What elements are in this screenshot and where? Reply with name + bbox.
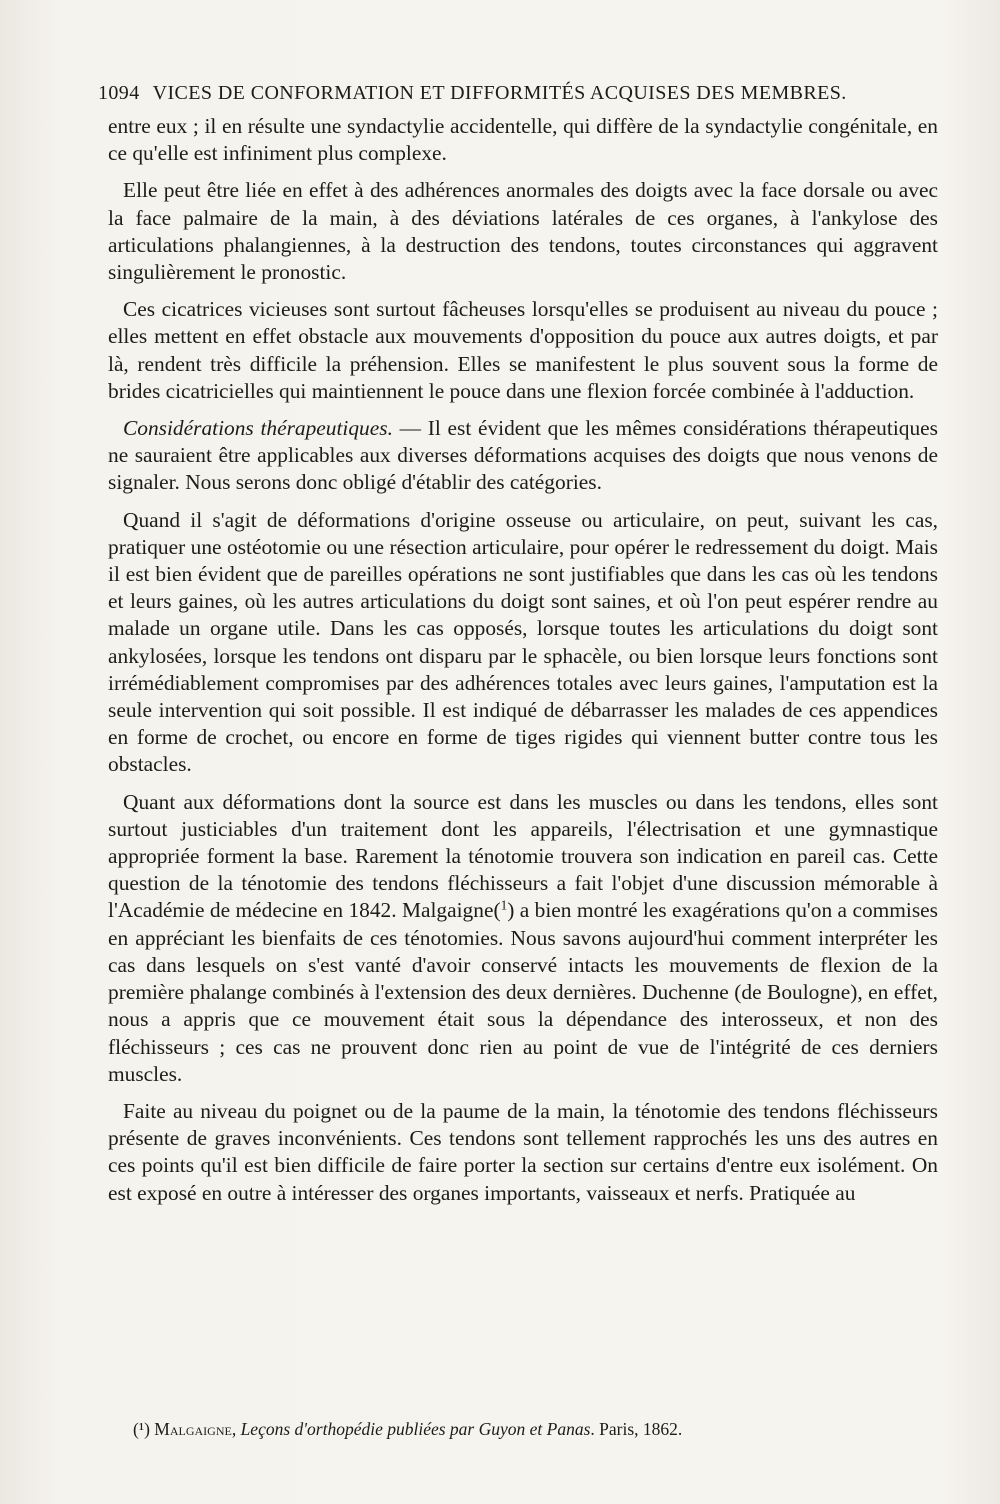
section-lead: Considérations thérapeutiques. (123, 416, 393, 441)
paragraph: Faite au niveau du poignet ou de la paume de la main, la ténotomie des tendons fléchisseurs présente de graves inconvénients. Ces tendons sont tellement rapprochés les uns des autres en ces points qu'il est bien difficile de faire porter la section sur certains d'entre eux isolément. On est exposé en outre à intéresser des organes importants, vaisseaux et nerfs. Pratiquée au (108, 1098, 938, 1205)
footnote: (¹) Malgaigne, Leçons d'orthopédie publiées par Guyon et Panas. Paris, 1862. (133, 1419, 683, 1439)
paragraph: Ces cicatrices vicieuses sont surtout fâcheuses lorsqu'elles se produisent au niveau du pouce ; elles mettent en effet obstacle aux mouvements d'opposition du pouce aux autres doigts, et par là, rendent très difficile la préhension. Elles se manifestent le plus souvent sous la forme de brides cicatricielles qui maintiennent le pouce dans une flexion forcée combinée à l'adduction. (108, 297, 938, 403)
footnote-reference[interactable]: 1 (500, 898, 508, 914)
paragraph-with-footnote-ref (108, 789, 938, 1088)
footnote-imprint: . Paris, 1862. (590, 1419, 683, 1439)
body-text (108, 113, 938, 1207)
paragraph-text: ) a bien montré les exagérations qu'on a commises en appréciant les bienfaits de ces ténotomies. Nous savons aujourd'hui comment interpréter les cas dans lesquels on s'est vanté d'avoir conservé intacts les mouvements de flexion de la première phalange combinés à l'extension des deux dernières. Duchenne (de Boulogne), en effet, nous a appris que ce mouvement était sous la dépendance des interosseux, et non des fléchisseurs ; ces cas ne prouvent donc rien au point de vue de l'intégrité de ces derniers muscles. (108, 898, 938, 1086)
paragraph: Elle peut être liée en effet à des adhérences anormales des doigts avec la face dorsale ou avec la face palmaire de la main, à des déviations latérales de ces organes, à l'ankylose des articulations phalangiennes, à la destruction des tendons, toutes circonstances qui aggravent singulièrement le pronostic. (108, 178, 938, 285)
running-head-title: VICES DE CONFORMATION ET DIFFORMITÉS ACQUISES DES MEMBRES. (152, 82, 847, 104)
paragraph-therapeutic-considerations (108, 415, 938, 497)
running-head (98, 82, 908, 105)
paragraph-text: Quant aux déformations dont la source est dans les muscles ou dans les tendons, elles sont surtout justiciables d'un traitement dont les appareils, l'électrisation et une gymnastique appropriée forment la base. Rarement la ténotomie trouvera son indication en pareil cas. Cette question de la ténotomie des tendons fléchisseurs a fait l'objet d'une discussion mémorable à l'Académie de médecine en 1842. Malgaigne( (108, 789, 938, 923)
footnote-mark: (¹) (133, 1419, 150, 1439)
paragraph-continued: entre eux ; il en résulte une syndactylie accidentelle, qui diffère de la syndactylie congénitale, en ce qu'elle est infiniment plus complexe. (108, 114, 938, 166)
page-number: 1094 (98, 82, 140, 104)
paragraph-text: — Il est évident que les mêmes considérations thérapeutiques ne sauraient être applicables aux diverses déformations acquises des doigts que nous venons de signaler. Nous serons donc obligé d'établir des catégories. (108, 416, 938, 495)
paragraph: Quand il s'agit de déformations d'origine osseuse ou articulaire, on peut, suivant les cas, pratiquer une ostéotomie ou une résection articulaire, pour opérer le redressement du doigt. Mais il est bien évident que de pareilles opérations ne sont justifiables que dans les cas où les tendons et leurs gaines, où les autres articulations du doigt sont saines, et où l'on peut espérer rendre au malade un organe utile. Dans les cas opposés, lorsque toutes les articulations du doigt sont ankylosées, lorsque les tendons ont disparu par le sphacèle, ou bien lorsque leurs fonctions sont irrémédiablement compromises par des adhérences totales avec leurs gaines, l'amputation est la seule intervention qui soit possible. Il est indiqué de débarrasser les malades de ces appendices en forme de crochet, ou encore en forme de tiges rigides qui viennent butter contre tous les obstacles. (108, 507, 938, 777)
footnote-work-title: Leçons d'orthopédie publiées par Guyon et Panas (240, 1419, 591, 1439)
footnote-author: Malgaigne (154, 1419, 232, 1439)
